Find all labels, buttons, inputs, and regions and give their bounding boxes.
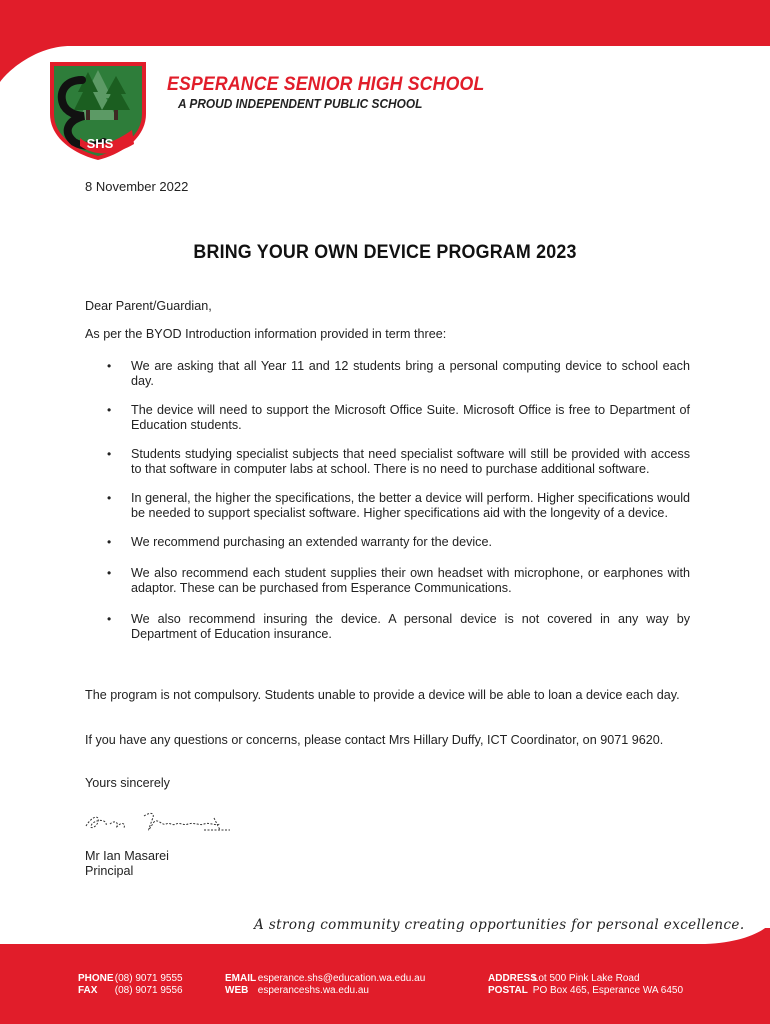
signature [84, 808, 234, 840]
school-motto: A strong community creating opportunities for personal excellence. [254, 917, 745, 933]
bullet-text: Students studying specialist subjects that need specialist software will still be provided with access to that software in computer labs at school. There is no need to purchase additional software. [131, 447, 690, 476]
bullet-text: We are asking that all Year 11 and 12 students bring a personal computing device to school each day. [131, 359, 690, 388]
bullet-icon: • [107, 612, 112, 626]
bullet-list [85, 359, 690, 642]
footer-email-web [225, 973, 425, 997]
bullet-icon: • [107, 447, 112, 461]
street-address: Lot 500 Pink Lake Road [532, 973, 640, 984]
address-label: ADDRESS [488, 973, 537, 984]
bullet-icon: • [107, 566, 112, 580]
bullet-icon: • [107, 359, 112, 373]
bullet-text: We also recommend each student supplies their own headset with microphone, or earphones with adaptor. These can be purchased from Esperance Communications. [131, 566, 690, 595]
email-label: EMAIL [225, 973, 257, 984]
list-item [85, 447, 690, 477]
web-label: WEB [225, 985, 249, 996]
contact-paragraph: If you have any questions or concerns, please contact Mrs Hillary Duffy, ICT Coordinator, on 9071 9620. [85, 733, 664, 747]
postal-address: PO Box 465, Esperance WA 6450 [532, 985, 684, 996]
phone-number: (08) 9071 9555 [114, 973, 183, 984]
letter-title: BRING YOUR OWN DEVICE PROGRAM 2023 [193, 242, 577, 263]
postal-label: POSTAL [488, 985, 528, 996]
website: esperanceshs.wa.edu.au [257, 985, 369, 996]
list-item [85, 535, 690, 550]
intro-paragraph: As per the BYOD Introduction information provided in term three: [85, 327, 447, 341]
bullet-icon: • [107, 403, 112, 417]
list-item [85, 403, 690, 433]
footer-address [488, 973, 683, 997]
school-name: ESPERANCE SENIOR HIGH SCHOOL [167, 74, 485, 95]
list-item [85, 612, 690, 642]
list-item [85, 491, 690, 521]
footer-phone-fax [78, 973, 183, 997]
school-crest-logo [44, 58, 152, 162]
logo-initials: SHS [86, 136, 114, 151]
school-tagline: A PROUD INDEPENDENT PUBLIC SCHOOL [178, 97, 423, 111]
list-item [85, 566, 690, 596]
bullet-icon: • [107, 535, 112, 549]
email-address: esperance.shs@education.wa.edu.au [257, 973, 426, 984]
bullet-text: We also recommend insuring the device. A personal device is not covered in any way by Department of Education insurance. [131, 612, 690, 641]
fax-label: FAX [78, 985, 98, 996]
closing: Yours sincerely [85, 776, 170, 790]
greeting: Dear Parent/Guardian, [85, 299, 212, 313]
bullet-text: The device will need to support the Microsoft Office Suite. Microsoft Office is free to Department of Education students. [131, 403, 690, 432]
letter-date: 8 November 2022 [85, 179, 189, 194]
bullet-text: We recommend purchasing an extended warranty for the device. [131, 535, 492, 549]
bullet-text: In general, the higher the specifications, the better a device will perform. Higher specifications would be needed to support specialist software. Higher specifications aid with the longevity of a device. [131, 491, 690, 520]
phone-label: PHONE [78, 973, 114, 984]
list-item [85, 359, 690, 389]
signer-name: Mr Ian Masarei [85, 849, 169, 863]
bullet-icon: • [107, 491, 112, 505]
compulsory-paragraph: The program is not compulsory. Students unable to provide a device will be able to loan a device each day. [85, 688, 680, 702]
fax-number: (08) 9071 9556 [114, 985, 183, 996]
signer-role: Principal [85, 864, 134, 878]
